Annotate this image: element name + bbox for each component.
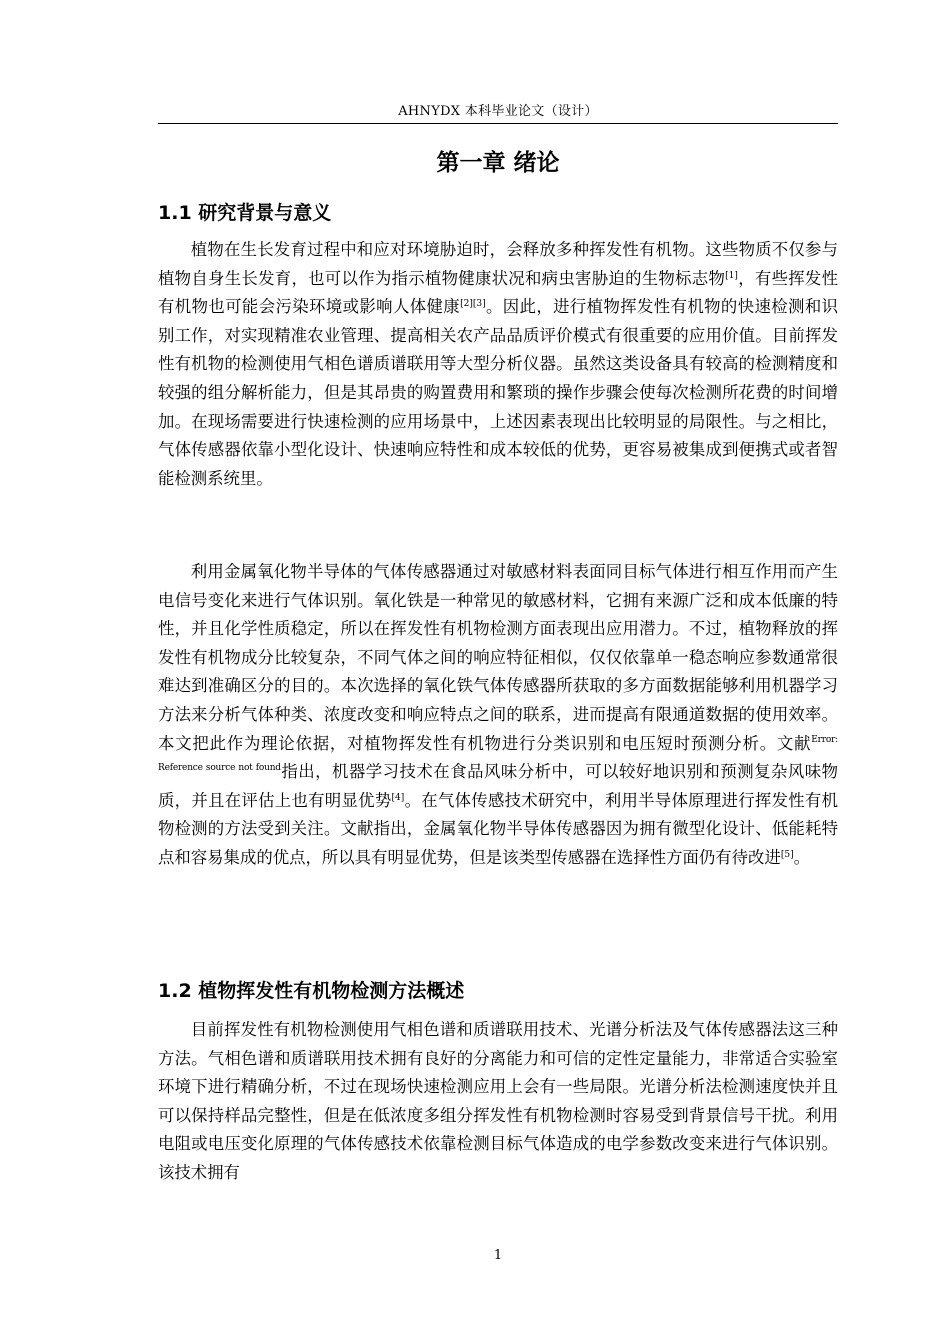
- paragraph-text: 目前挥发性有机物检测使用气相色谱和质谱联用技术、光谱分析法及气体传感器法这三种方法。气相色谱和质谱联用技术拥有良好的分离能力和可信的定性定量能力，非常适合实验室环境下进行精确分析，不过在现场快速检测应用上会有一些局限。光谱分析法检测速度快并且可以保持样品完整性，但是在低浓度多组分挥发性有机物检测时容易受到背景信号干扰。利用电阻或电压变化原理的气体传感技术依靠检测目标气体造成的电学参数改变来进行气体识别。该技术拥有: [158, 1020, 838, 1182]
- paragraph-2: [158, 558, 838, 873]
- reference-error: Error: Reference source not found: [158, 734, 838, 774]
- section-heading-1-1: 1.1 研究背景与意义: [158, 202, 332, 224]
- paragraph-text: 。因此，进行植物挥发性有机物的快速检测和识别工作，对实现精准农业管理、提高相关农产品品质评价模式有很重要的应用价值。目前挥发性有机物的检测使用气相色谱质谱联用等大型分析仪器。虽然这类设备具有较高的检测精度和较强的组分解析能力，但是其昂贵的购置费用和繁琐的操作步骤会使每次检测所花费的时间增加。在现场需要进行快速检测的应用场景中，上述因素表现出比较明显的局限性。与之相比，气体传感器依靠小型化设计、快速响应特性和成本较低的优势，更容易被集成到便携式或者智能检测系统里。: [158, 297, 839, 488]
- section-heading-1-2: 1.2 植物挥发性有机物检测方法概述: [158, 980, 465, 1002]
- paragraph-3: [158, 1016, 838, 1188]
- running-header: AHNYDX 本科毕业论文（设计）: [398, 104, 598, 119]
- paragraph-text: 。: [793, 847, 810, 867]
- citation-4: [4]: [391, 792, 405, 803]
- paragraph-text: 指出，机器学习技术在食品风味分析中，可以较好地识别和预测复杂风味物质，并且在评估上也有明显优势: [158, 762, 839, 810]
- citation-2-3: [2][3]: [460, 299, 486, 310]
- citation-1: [1]: [725, 270, 738, 281]
- header-rule: [158, 123, 838, 124]
- paragraph-1: [158, 236, 838, 493]
- paragraph-text: ，有些挥发性有机物也可能会污染环境或影响人体健康: [158, 268, 839, 317]
- paragraph-text: 利用金属氧化物半导体的气体传感器通过对敏感材料表面同目标气体进行相互作用而产生电信号变化来进行气体识别。氧化铁是一种常见的敏感材料，它拥有来源广泛和成本低廉的特性，并且化学性质稳定，所以在挥发性有机物检测方面表现出应用潜力。不过，植物释放的挥发性有机物成分比较复杂，不同气体之间的响应特征相似，仅仅依靠单一稳态响应参数通常很难达到准确区分的目的。本次选择的氧化铁气体传感器所获取的多方面数据能够利用机器学习方法来分析气体种类、浓度改变和响应特点之间的联系，进而提高有限通道数据的使用效率。本文把此作为理论依据，对植物挥发性有机物进行分类识别和电压短时预测分析。文献: [158, 562, 838, 753]
- citation-5: [5]: [780, 849, 794, 860]
- page-number: 1: [493, 1248, 503, 1263]
- paragraph-text: 植物在生长发育过程中和应对环境胁迫时，会释放多种挥发性有机物。这些物质不仅参与植物自身生长发育，也可以作为指示植物健康状况和病虫害胁迫的生物标志物: [158, 240, 838, 288]
- paragraph-text: 。在气体传感技术研究中，利用半导体原理进行挥发性有机物检测的方法受到关注。文献指出，金属氧化物半导体传感器因为拥有微型化设计、低能耗特点和容易集成的优点，所以具有明显优势，但是该类型传感器在选择性方面仍有待改进: [158, 790, 839, 867]
- chapter-title: 第一章 绪论: [436, 150, 560, 176]
